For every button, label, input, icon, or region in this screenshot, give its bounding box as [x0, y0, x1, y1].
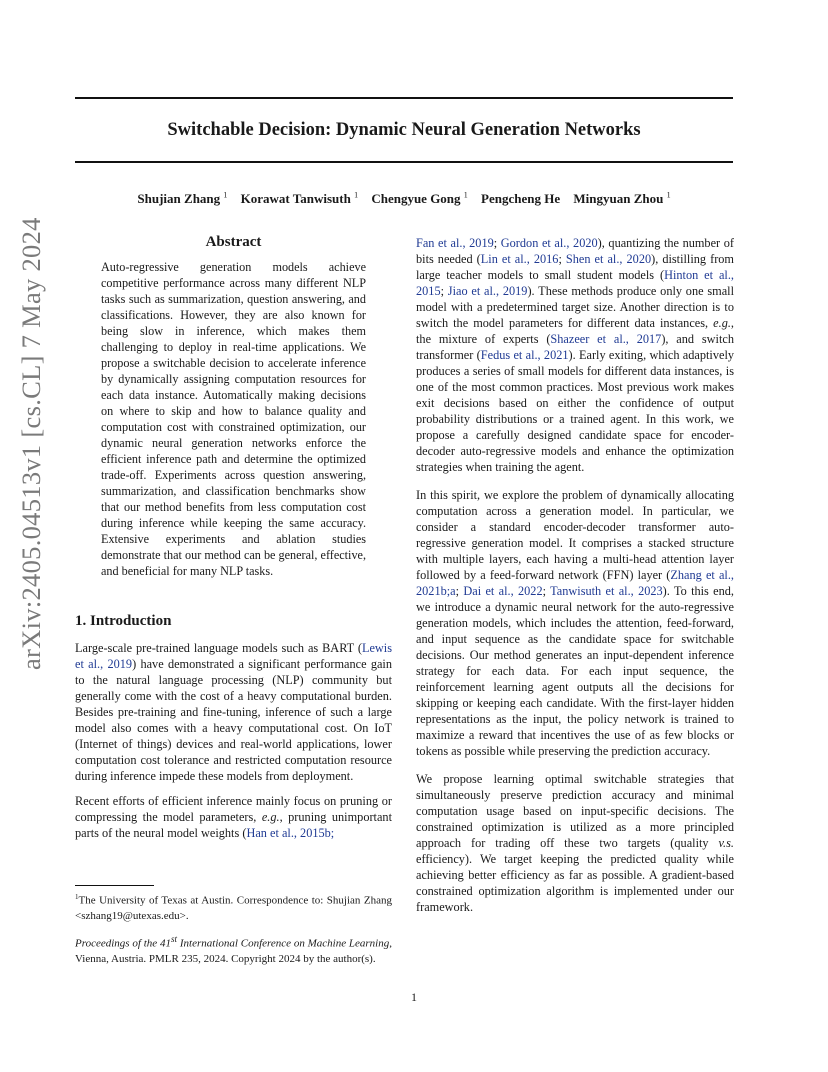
author: [481, 191, 560, 206]
left-column: [75, 234, 392, 850]
citation-link[interactable]: Hinton et al., 2015: [416, 268, 734, 298]
footnote-text: The University of Texas at Austin. Correspondence to: Shujian Zhang <szhang19@utexas.edu>.: [75, 894, 392, 922]
affiliation-mark: 1: [354, 191, 359, 200]
proceedings-note: [75, 932, 392, 967]
right-column: [416, 235, 734, 927]
author-name: Korawat Tanwisuth: [240, 191, 351, 207]
intro-paragraph: [416, 235, 734, 475]
text-run: ;: [542, 584, 551, 598]
citation-link[interactable]: Fedus et al., 2021: [480, 348, 569, 362]
intro-paragraph: [75, 793, 392, 841]
author-list: [75, 191, 733, 207]
citation-link[interactable]: Tanwisuth et al., 2023: [550, 584, 663, 598]
author: [371, 191, 467, 206]
citation-link[interactable]: Shen et al., 2020: [565, 252, 652, 266]
author: [241, 191, 358, 206]
text-run: ), quantizing the number of bits needed (: [416, 236, 734, 266]
citation-link[interactable]: Jiao et al., 2019: [447, 284, 528, 298]
citation-link[interactable]: Gordon et al., 2020: [500, 236, 598, 250]
text-run: ). These methods produce only one small model with a predetermined target size. Another direction is to switch the model parameters for different data instances,: [416, 284, 734, 330]
citation-link[interactable]: Fan et al., 2019: [416, 236, 494, 250]
text-run: ;: [493, 236, 501, 250]
footnote-mark: 1: [75, 893, 79, 901]
text-run: ;: [455, 584, 464, 598]
text-run: In this spirit, we explore the problem of dynamically allocating computation across a generation model. In particular, we consider a standard encoder-decoder transformer auto-regressive generation model. It comprises a stacked structure with multiple layers, each having a multi-head attention layer followed by a feed-forward network (FFN) layer (: [416, 488, 734, 582]
text-run: e.g.: [713, 316, 731, 330]
text-run: ). To this end, we introduce a dynamic neural network for the auto-regressive generation models, which includes the attention, feed-forward, and input sequence as the candidate space for switchable decisions. Our method generates an input-dependent inference strategy for each data. For each input sequence, the reinforcement learning agent outputs all the decisions for skipping or keeping each candidate. With the first-layer hidden representations as the input, the policy network is trained to maximize a reward that incentives the use of as few blocks or tokens as possible while preserving the prediction accuracy.: [416, 584, 734, 758]
author-name: Shujian Zhang: [137, 191, 221, 207]
intro-paragraph: [416, 487, 734, 759]
text-run: Recent efforts of efficient inference mainly focus on pruning or compressing the model parameters,: [75, 794, 392, 824]
intro-paragraph: [416, 771, 734, 915]
text-run: ;: [440, 284, 448, 298]
citation-link[interactable]: Zhang et al., 2021b;a: [416, 568, 734, 598]
footnote-rule: [75, 885, 154, 886]
text-run: International Conference on Machine Learning: [177, 937, 390, 950]
citation-link[interactable]: Dai et al., 2022: [463, 584, 543, 598]
text-run: Proceedings of the: [75, 937, 160, 950]
citation-link[interactable]: Han et al., 2015b;: [246, 826, 335, 840]
text-run: st: [170, 934, 178, 944]
text-run: 41: [159, 937, 171, 950]
affiliation-footnote: [75, 890, 392, 924]
introduction-heading: 1. Introduction: [75, 613, 172, 629]
citation-link[interactable]: Lewis et al., 2019: [75, 641, 392, 671]
affiliation-mark: 1: [463, 191, 468, 200]
text-run: efficiency). We target keeping the predicted quality while achieving better efficiency as far as possible. A gradient-based constrained optimization algorithm is implemented under our framework.: [416, 852, 734, 914]
title-top-rule: [75, 97, 733, 99]
text-run: v.s.: [718, 836, 734, 850]
abstract-text: Auto-regressive generation models achieve competitive performance across many different NLP tasks such as summarization, question answering, and classifications. However, they are also known for being slow in inference, which makes them challenging to deploy in real-time applications. We propose a switchable decision to accelerate inference by dynamically assigning computation resources for each data instance. Automatically making decisions on where to skip and how to balance quality and computation cost with constrained optimization, our dynamic neural generation networks enforce the efficient inference path and determine the optimized trade-off. Experiments across question answering, summarization, and classification benchmarks show that our method benefits from less computation cost during inference while keeping the same accuracy. Extensive experiments and ablation studies demonstrate that our method can be general, effective, and beneficial for many NLP tasks.: [101, 260, 366, 578]
affiliation-mark: 1: [666, 191, 671, 200]
text-run: ). Early exiting, which adaptively produces a series of small models for different data instances, is one of the most common practices. Most previous work makes exit decisions based on either the confidence of output probability distributions or a trained agent. In this work, we propose a carefully designed candidate space for encoder-decoder auto-regressive models and enhance the optimization strategies when training the agent.: [416, 348, 735, 474]
citation-link[interactable]: Lin et al., 2016: [480, 252, 559, 266]
author-name: Pengcheng He: [481, 191, 561, 207]
text-run: , Vienna, Austria. PMLR 235, 2024. Copyright 2024 by the author(s).: [75, 937, 392, 965]
author: [137, 191, 227, 206]
text-run: , pruning unimportant parts of the neural model weights (: [75, 810, 392, 840]
text-run: ;: [558, 252, 566, 266]
abstract-heading: Abstract: [205, 234, 262, 250]
text-run: We propose learning optimal switchable strategies that simultaneously preserve prediction accuracy and minimal computation usage based on input-specific decisions. The constrained optimization is utilized as a more principled approach for trading off these two targets (quality: [416, 772, 734, 850]
text-run: ), and switch transformer (: [416, 332, 734, 362]
citation-link[interactable]: Shazeer et al., 2017: [550, 332, 662, 346]
author-name: Chengyue Gong: [371, 191, 461, 207]
author-name: Mingyuan Zhou: [573, 191, 664, 207]
text-run: ), distilling from large teacher models to small student models (: [416, 252, 735, 282]
page-number: 1: [411, 990, 417, 1004]
affiliation-mark: 1: [223, 191, 228, 200]
intro-paragraph: [75, 640, 392, 784]
text-run: ) have demonstrated a significant performance gain to the natural language processing (NLP) community but generally come with the cost of a heavy computational burden. Besides pre-training and fine-tuning, inference of such a large model also comes with a heavy computational cost. On IoT (Internet of things) devices and real-world applications, lower computation cost tolerance and restricted computation resource during inference impede these models from deployment.: [75, 657, 392, 783]
text-run: Large-scale pre-trained language models such as BART (: [75, 641, 362, 655]
author: [573, 191, 670, 206]
arxiv-identifier-stamp: arXiv:2405.04513v1 [cs.CL] 7 May 2024: [16, 217, 46, 670]
title-bottom-rule: [75, 161, 733, 163]
paper-title: Switchable Decision: Dynamic Neural Generation Networks: [167, 120, 641, 140]
text-run: e.g.: [261, 810, 280, 824]
text-run: , the mixture of experts (: [416, 316, 734, 346]
